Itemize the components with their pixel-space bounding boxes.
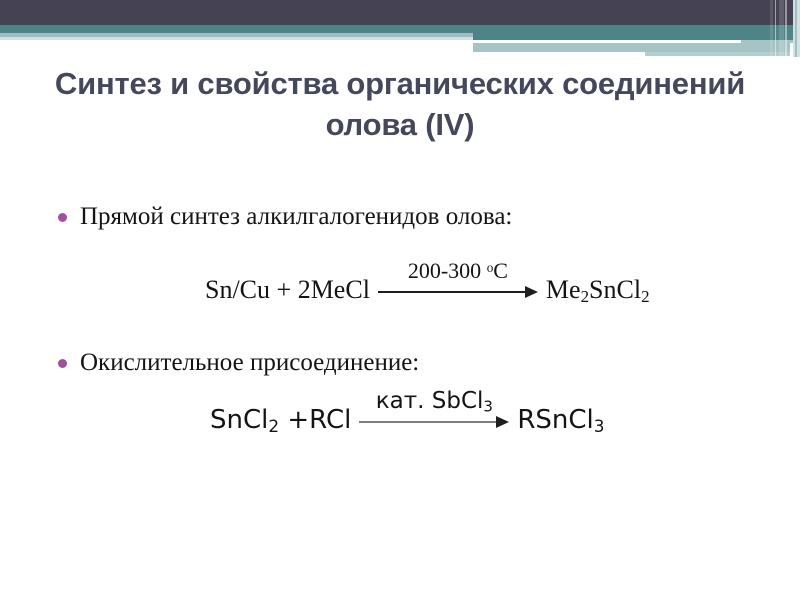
arrow-line	[378, 286, 538, 298]
arrow-line	[359, 416, 509, 428]
header-right-column-stripe	[795, 0, 797, 57]
bullet-label: Прямой синтез алкилгалогенидов олова:	[80, 203, 513, 230]
header-vertical-stripe	[779, 0, 784, 57]
reaction-condition	[359, 388, 509, 414]
header-vertical-stripe	[785, 0, 787, 57]
reaction-arrow	[359, 388, 509, 428]
condition-subscript: 3	[483, 397, 493, 416]
reagent-subscript: 2	[268, 416, 280, 437]
header-light-band	[473, 43, 790, 52]
bullet-item-direct-synthesis	[58, 203, 512, 231]
bullet-marker	[58, 213, 67, 222]
condition-text: кат. SbCl	[375, 388, 484, 414]
equation-oxidative-addition	[210, 388, 605, 435]
product-subscript: 3	[593, 416, 605, 437]
slide-title: Синтез и свойства органических соединений олова (IV)	[54, 66, 746, 142]
header-bar-dark	[0, 0, 793, 25]
product-subscript: 2	[641, 287, 650, 307]
header-light-strip-2	[0, 37, 473, 40]
product-text: Me	[545, 275, 581, 304]
product	[517, 405, 604, 435]
reaction-arrow	[378, 258, 538, 298]
header-band-extension	[645, 52, 790, 56]
reagents: Sn/Cu + 2MeCl	[205, 275, 370, 304]
product-text: SnCl	[589, 275, 642, 304]
product-subscript: 2	[580, 287, 590, 307]
header-teal-strip-left	[0, 25, 473, 33]
bullet-marker	[58, 359, 67, 368]
equation-direct-synthesis	[205, 258, 650, 305]
header-vertical-stripe	[775, 0, 776, 57]
header-teal-block-right	[473, 25, 793, 40]
condition-unit: C	[493, 258, 508, 283]
reagent-text: +RCl	[279, 405, 352, 435]
reagents	[210, 405, 351, 435]
bullet-label: Окислительное присоединение:	[80, 349, 420, 376]
bullet-item-oxidative-addition	[58, 349, 419, 377]
reaction-condition	[378, 258, 538, 284]
product	[545, 275, 650, 307]
condition-text: 200-300	[407, 258, 487, 283]
condition-superscript: o	[486, 260, 494, 276]
product-text: RSnCl	[517, 405, 594, 435]
header-vertical-stripe	[770, 0, 773, 57]
reagent-text: SnCl	[210, 405, 269, 435]
